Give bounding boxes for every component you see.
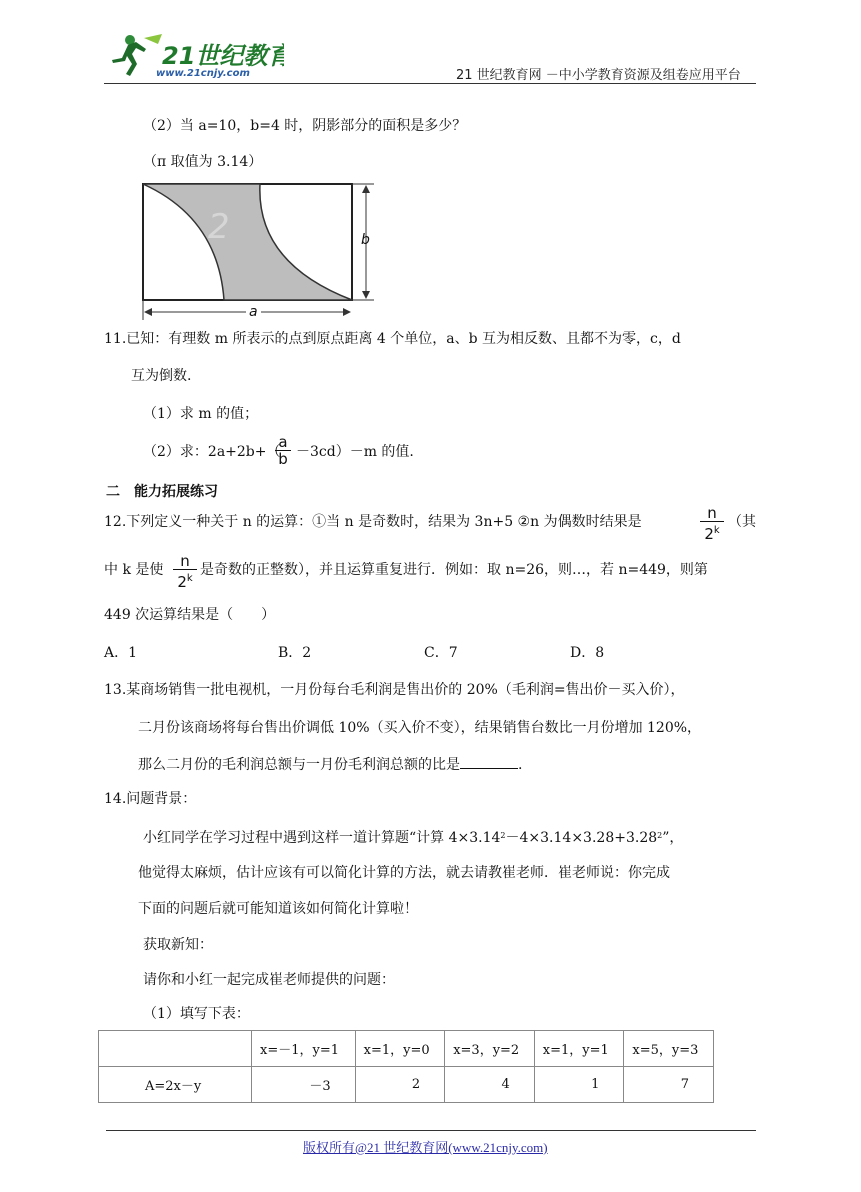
q14-invite: 请你和小红一起完成崔老师提供的问题： [143,972,395,988]
q11-line1: 11.已知：有理数 m 所表示的点到原点距离 4 个单位，a、b 互为相反数、且都不为零，c，d [104,331,681,347]
q12-line2-pre: 中 k 是使 [104,562,164,578]
q13-line3-end: . [518,757,523,773]
table-row [99,1067,714,1103]
table-cell: 1 [534,1067,624,1103]
fraction-exponent: k [186,573,193,584]
fraction-numerator: a [278,433,288,451]
q11-part1: （1）求 m 的值； [143,406,259,422]
label-a: a [246,304,261,320]
table-header: x=5，y=3 [624,1031,714,1067]
option-a: A．1 [104,645,138,661]
q11-part2-post: －3cd）－m 的值. [296,444,414,460]
copyright-link[interactable]: 版权所有@21 世纪教育网(www.21cnjy.com) [303,1140,548,1155]
fraction-numerator: n [707,504,717,522]
svg-text:2: 2 [208,207,230,247]
table-cell: 4 [445,1067,535,1103]
table-header: x=1，y=1 [534,1031,624,1067]
q14-exp2: 2 [657,831,663,840]
q14-para1-b: －4×3.14×3.28+3.28 [505,830,658,846]
footer-divider [106,1130,756,1131]
fraction-a-over-b [274,434,292,468]
fraction-base: 2 [704,525,714,543]
option-b: B．2 [278,645,312,661]
q14-para1 [143,828,683,848]
q13-line1: 13.某商场销售一批电视机，一月份每台毛利润是售出价的 20%（毛利润=售出价－买入价）， [104,682,685,698]
q14-new-knowledge: 获取新知： [143,937,213,953]
table-header: x=－1，y=1 [252,1031,356,1067]
q13-line3 [138,754,522,775]
section-title: 二 能力拓展练习 [106,484,218,500]
table-header: x=1，y=0 [355,1031,445,1067]
fraction-n-over-2k [699,505,725,543]
table-cell: 2 [355,1067,445,1103]
fraction-exponent: k [713,525,720,536]
label-b: b [361,232,370,248]
table-cell: －3 [252,1067,356,1103]
table-cell: 7 [624,1067,714,1103]
q14-exp1: 2 [500,831,506,840]
option-c: C．7 [424,645,458,661]
table-header: x=3，y=2 [445,1031,535,1067]
value-table [98,1030,714,1103]
q12-line3: 449 次运算结果是（ ） [104,607,276,623]
shaded-area-figure [138,178,383,323]
q11-part2-pre: （2）求：2a+2b+（ [143,444,281,460]
option-d: D．8 [570,645,605,661]
q10-part2: （2）当 a=10，b=4 时，阴影部分的面积是多少？ [143,118,467,134]
q14-para1-c: ”， [662,830,684,846]
q14-fill-table: （1）填写下表： [143,1006,250,1022]
site-tagline: 21 世纪教育网 －中小学教育资源及组卷应用平台 [456,68,741,83]
table-row-label: A=2x－y [99,1067,252,1103]
fraction-numerator: n [180,552,190,570]
svg-text:21世纪教育: 21世纪教育 [162,42,284,70]
q14-line1: 14.问题背景： [104,791,197,807]
fraction-base: 2 [177,573,187,591]
site-logo [104,30,284,82]
logo-url: www.21cnjy.com [156,68,250,79]
q12-line1-pre: 12.下列定义一种关于 n 的运算：①当 n 是奇数时，结果为 3n+5 ②n 为偶数时结果是 [104,514,642,530]
q10-pi-note: （π 取值为 3.14） [143,154,263,170]
q13-line2: 二月份该商场将每台售出价调低 10%（买入价不变），结果销售台数比一月份增加 120%， [138,720,702,736]
q13-line3-text: 那么二月份的毛利润总额与一月份毛利润总额的比是 [138,757,460,773]
fraction-n-over-2k [172,553,198,591]
fraction-denominator: b [278,450,288,468]
q14-para3: 下面的问题后就可能知道该如何简化计算啦！ [138,901,418,917]
q14-para1-a: 小红同学在学习过程中遇到这样一道计算题“计算 4×3.14 [143,830,501,846]
q11-line2: 互为倒数. [131,368,192,384]
answer-blank[interactable] [460,754,518,769]
q12-line2-post: 是奇数的正整数），并且运算重复进行．例如：取 n=26，则…，若 n=449，则第 [200,562,708,578]
table-row [99,1031,714,1067]
q12-line1-post: （其 [728,514,756,530]
header-divider [104,83,756,84]
table-cell [99,1031,252,1067]
q14-para2: 他觉得太麻烦，估计应该有可以简化计算的方法，就去请教崔老师．崔老师说：你完成 [138,865,670,881]
